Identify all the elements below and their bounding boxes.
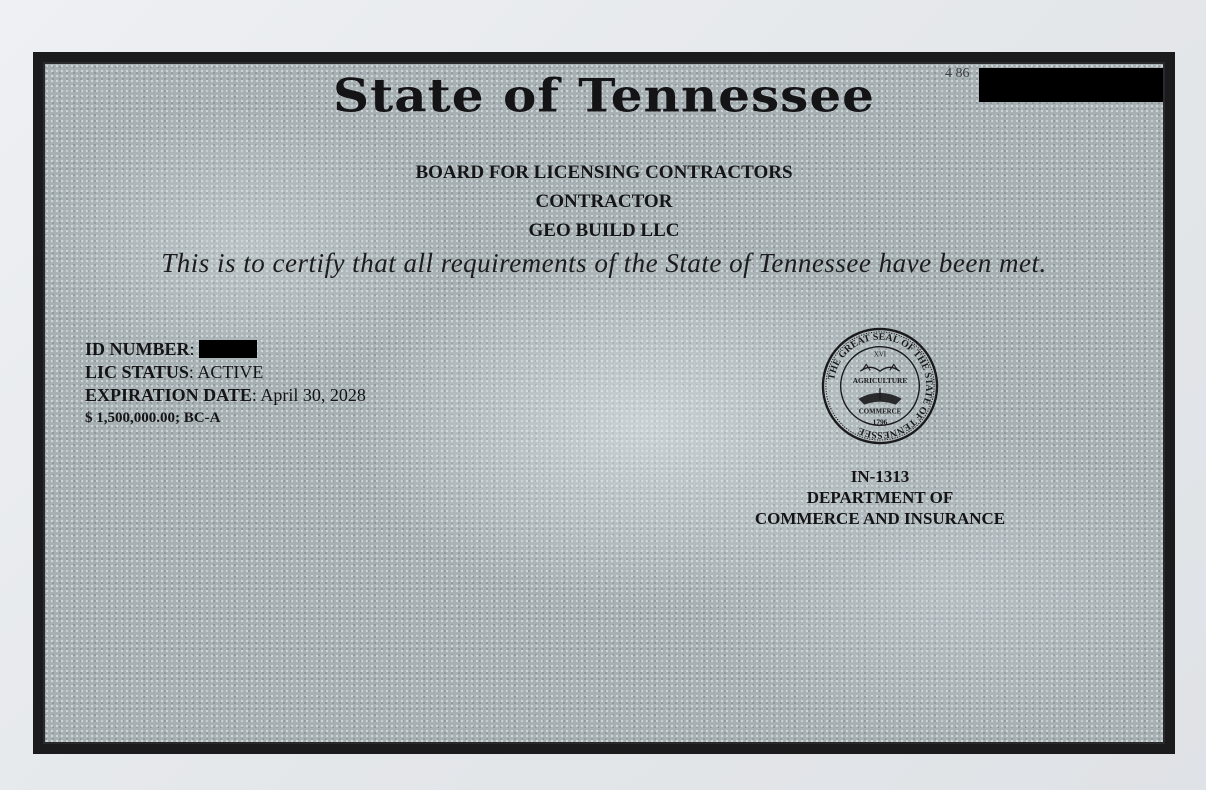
expiration-date-row [85, 384, 366, 407]
license-heading [45, 158, 1163, 245]
department-line-2: COMMERCE AND INSURANCE [754, 509, 1006, 528]
seal-commerce-text: COMMERCE [858, 408, 902, 416]
seal-year: 1796 [872, 417, 888, 427]
redacted-serial-number [979, 68, 1163, 102]
redacted-id-number [199, 340, 257, 358]
license-status-label: LIC STATUS [85, 362, 189, 382]
seal-roman-numeral: XVI [873, 351, 887, 359]
seal-agriculture-text: AGRICULTURE [852, 376, 908, 386]
id-number-row [85, 338, 366, 361]
bond-limit-classification: $ 1,500,000.00; BC-A [85, 410, 221, 426]
licensee-name: GEO BUILD LLC [528, 220, 680, 241]
license-status-row [85, 361, 366, 384]
seal-plough-icon [860, 367, 899, 371]
license-classification: CONTRACTOR [535, 191, 673, 212]
form-code: IN-1313 [850, 467, 910, 486]
state-title: State of Tennessee [333, 68, 875, 123]
id-number-separator: : [189, 339, 195, 359]
expiration-date-value: : April 30, 2028 [251, 385, 366, 405]
issuing-department [705, 466, 1055, 529]
license-status-value: : ACTIVE [188, 362, 264, 382]
license-certificate [33, 52, 1175, 754]
seal-outer-text: THE GREAT SEAL OF THE STATE OF TENNESSEE [826, 331, 935, 441]
certificate-panel [43, 62, 1165, 744]
serial-number-fragment: 4 86 [945, 66, 970, 81]
department-line-1: DEPARTMENT OF [806, 488, 954, 507]
license-details [85, 338, 366, 430]
board-name: BOARD FOR LICENSING CONTRACTORS [415, 162, 793, 183]
certification-statement: This is to certify that all requirements of the State of Tennessee have been met. [161, 248, 1047, 278]
id-number-label: ID NUMBER [85, 339, 190, 359]
expiration-date-label: EXPIRATION DATE [85, 385, 252, 405]
tennessee-state-seal [821, 327, 939, 445]
